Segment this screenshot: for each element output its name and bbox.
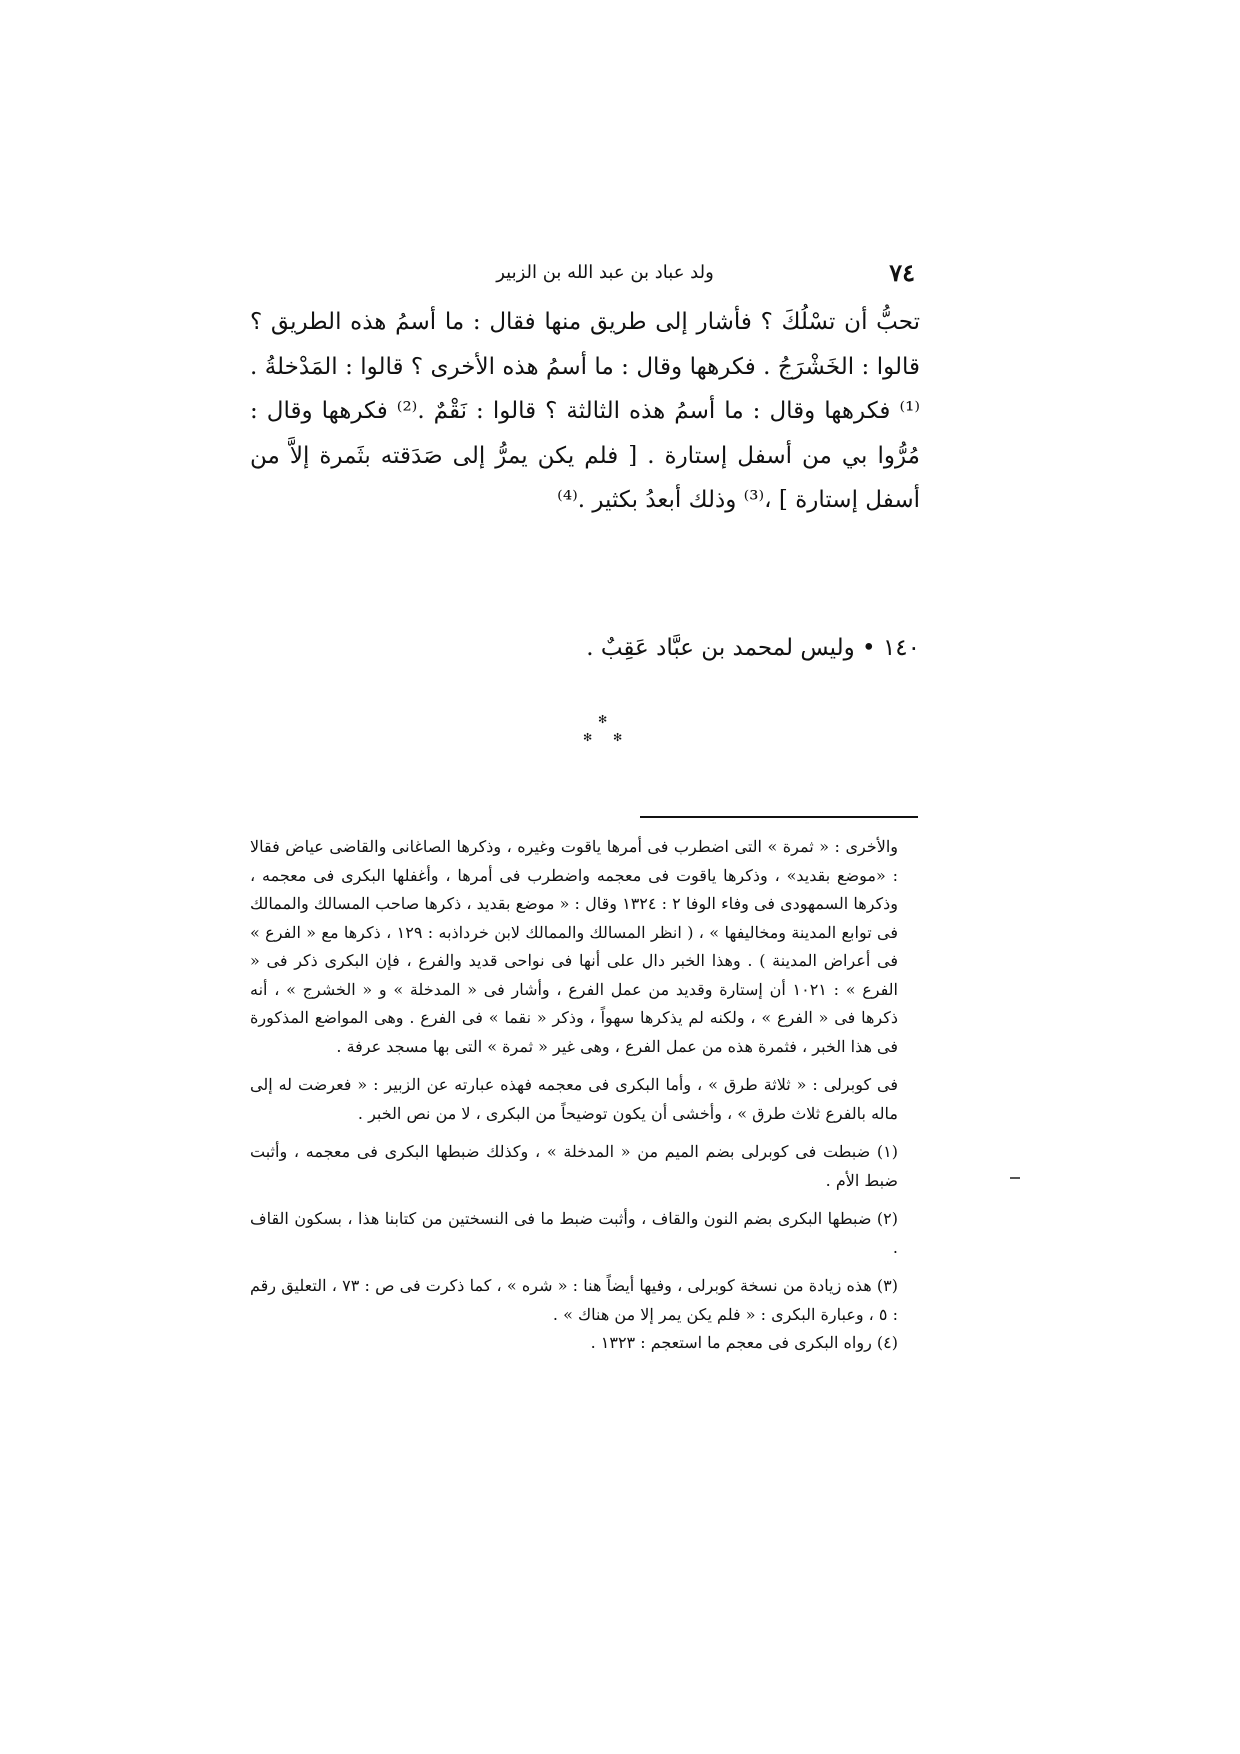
footnotes — [250, 833, 918, 1358]
footnote-4: (٤) رواه البكرى فى معجم ما استعجم : ١٣٢٣ . — [590, 1333, 898, 1352]
footnote-separator — [640, 816, 918, 818]
page-number: ٧٤ — [889, 258, 915, 287]
footnote-continuation: والأخرى : « ثمرة » التى اضطرب فى أمرها ياقوت وغيره ، وذكرها الصاغانى والقاضى عياض فقالا : «موضع بقديد» ، وذكرها ياقوت فى معجمه واضطرب فى أمرها ، وأغفلها البكرى فى معجمه ، وذكرها السمهودى فى وفاء الوفا ٢ : ١٣٢٤ وقال : « موضع بقديد ، ذكرها صاحب المسالك والممالك فى توابع المدينة ومخاليفها » ، ( انظر المسالك والممالك لابن خرداذبه : ١٢٩ ، ذكرها مع « الفرع » فى أعراض المدينة ) . وهذا الخبر دال على أنها فى نواحى قديد والفرع ، فإن البكرى ذكر فى « الفرع » : ١٠٢١ أن إستارة وقديد من عمل الفرع ، وأشار فى « المدخلة » و « الخشرج » ، أنه ذكرها فى « الفرع » ، ولكنه لم يذكرها سهواً ، وذكر « نقما » فى الفرع . وهى المواضع المذكورة فى هذا الخبر ، فثمرة هذه من عمل الفرع ، وهى غير « ثمرة » التى بها مسجد عرفة . — [250, 837, 899, 1056]
numbered-item-140: ١٤٠ • وليس لمحمد بن عبَّاد عَقِبٌ . — [586, 635, 920, 661]
section-divider-asterism — [575, 712, 635, 762]
running-head: ولد عباد بن عبد الله بن الزبير — [496, 262, 714, 283]
main-paragraph: تحبُّ أن تسْلُكَ ؟ فأشار إلى طريق منها فقال : ما أسمُ هذه الطريق ؟ قالوا : الخَشْرَجُ . فكرهها وقال : ما أسمُ هذه الأخرى ؟ قالوا : المَدْخلةُ .⁽¹⁾ فكرهها وقال : ما أسمُ هذه الثالثة ؟ قالوا : نَقْمٌ .⁽²⁾ فكرهها وقال : مُرُّوا بي من أسفل إستارة . [ فلم يكن يمرُّ إلى صَدَقته بثَمرة إلاَّ من أسفل إستارة ] ،⁽³⁾ وذلك أبعدُ بكثير .⁽⁴⁾ — [250, 309, 920, 513]
star-icon: ✻ — [583, 731, 593, 744]
footnote-3: (٣) هذه زيادة من نسخة كوبرلى ، وفيها أيضاً هنا : « شره » ، كما ذكرت فى ص : ٧٣ ، التعليق رقم : ٥ ، وعبارة البكرى : « فلم يكن يمر إلا من هناك » . — [250, 1276, 899, 1324]
star-icon: ✻ — [613, 731, 623, 744]
star-icon: ✻ — [598, 713, 608, 726]
margin-mark — [1010, 1177, 1020, 1179]
footnote-2: (٢) ضبطها البكرى بضم النون والقاف ، وأثبت ضبط ما فى النسختين من كتابنا هذا ، بسكون القاف . — [250, 1209, 898, 1257]
page-header — [255, 258, 915, 292]
footnote-continuation: فى كوبرلى : « ثلاثة طرق » ، وأما البكرى فى معجمه فهذه عبارته عن الزبير : « فعرضت له إلى ماله بالفرع ثلاث طرق » ، وأخشى أن يكون توضيحاً من البكرى ، لا من نص الخبر . — [250, 1075, 898, 1123]
footnote-1: (١) ضبطت فى كوبرلى بضم الميم من « المدخلة » ، وكذلك ضبطها البكرى فى معجمه ، وأثبت ضبط الأم . — [250, 1142, 899, 1190]
